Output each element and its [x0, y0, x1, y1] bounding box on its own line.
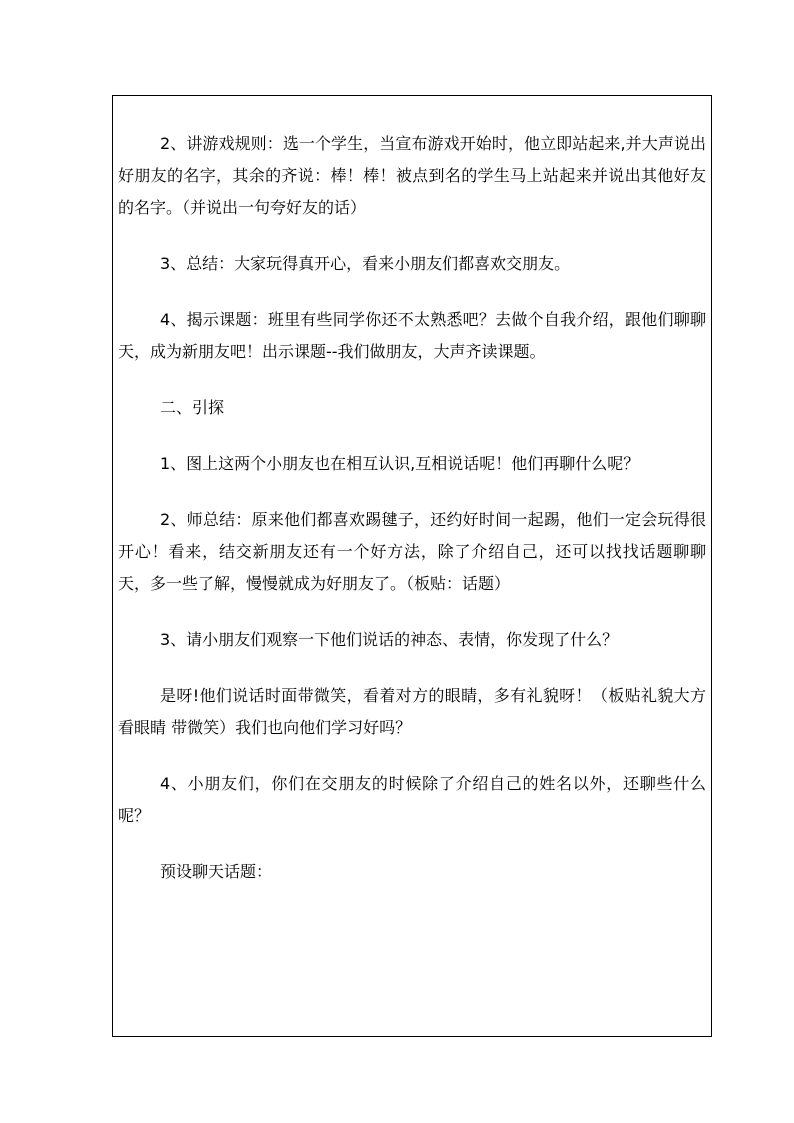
paragraph-chat-topics-question: 4、小朋友们，你们在交朋友的时候除了介绍自己的姓名以外，还聊些什么呢？: [118, 774, 706, 825]
section-heading-yintan: 二、引探: [160, 398, 225, 417]
paragraph-summary: 3、总结：大家玩得真开心，看来小朋友们都喜欢交朋友。: [160, 254, 571, 273]
paragraph-reveal-topic: 4、揭示课题：班里有些同学你还不太熟悉吧？去做个自我介绍，跟他们聊聊天，成为新朋友吧！出示课题--我们做朋友，大声齐读课题。: [118, 310, 706, 361]
document-body: [118, 128, 706, 888]
paragraph-preset-topics: 预设聊天话题：: [160, 862, 273, 881]
paragraph-observe: 3、请小朋友们观察一下他们说话的神态、表情，你发现了什么？: [160, 630, 619, 649]
paragraph-picture-question: 1、图上这两个小朋友也在相互认识,互相说话呢！他们再聊什么呢？: [160, 454, 640, 473]
paragraph-manners: 是呀!他们说话时面带微笑，看着对方的眼睛，多有礼貌呀！（板贴礼貌大方 看眼睛 带微笑）我们也向他们学习好吗？: [118, 686, 706, 737]
paragraph-teacher-summary: 2、师总结：原来他们都喜欢踢毽子，还约好时间一起踢，他们一定会玩得很开心！看来，结交新朋友还有一个好方法，除了介绍自己，还可以找找话题聊聊天，多一些了解，慢慢就成为好朋友了。（板贴：话题）: [118, 510, 706, 593]
paragraph-game-rules: 2、讲游戏规则：选一个学生，当宣布游戏开始时，他立即站起来,并大声说出好朋友的名字，其余的齐说：棒！棒！被点到名的学生马上站起来并说出其他好友的名字。（并说出一句夸好友的话）: [118, 134, 706, 217]
